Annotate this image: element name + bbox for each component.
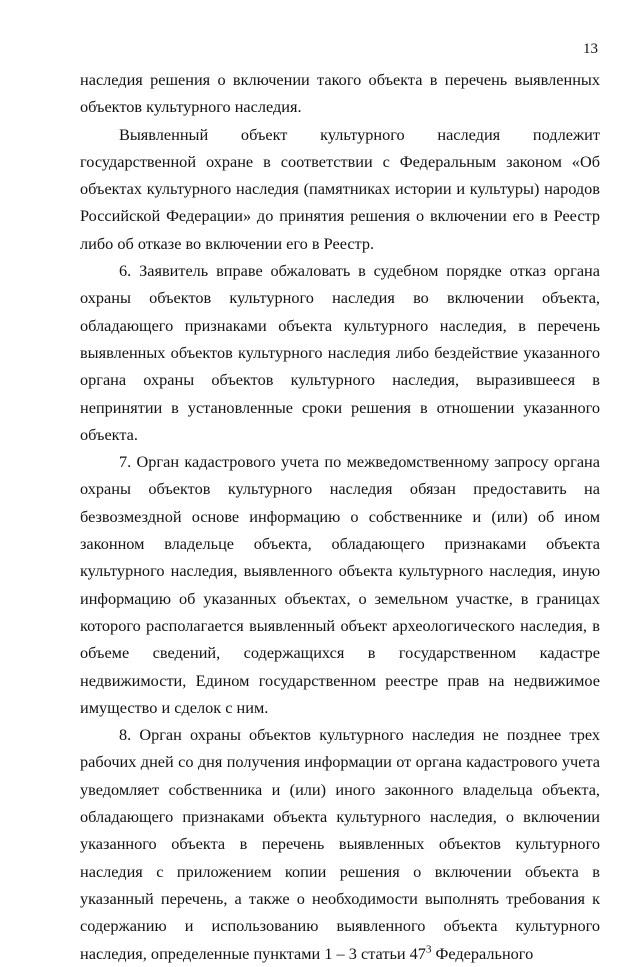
document-body bbox=[80, 66, 600, 967]
paragraph-protection: Выявленный объект культурного наследия подлежит государственной охране в соответствии с Федеральным законом «Об объектах культурного наследия (памятниках истории и культуры) народов Российской Федерации» до принятия решения о включении его в Реестр либо об отказе во включении его в Реестр. bbox=[80, 124, 600, 253]
paragraph-item-8 bbox=[80, 721, 600, 967]
paragraph-item-6: 6. Заявитель вправе обжаловать в судебном порядке отказ органа охраны объектов культурного наследия во включении объекта, обладающего признаками объекта культурного наследия, в перечень выявленных объектов культурного наследия либо бездействие указанного органа охраны объектов культурного наследия, выразившееся в непринятии в установленные сроки решения в отношении указанного объекта. bbox=[80, 261, 600, 444]
paragraph-item-7: 7. Орган кадастрового учета по межведомственному запросу органа охраны объектов культурного наследия обязан предоставить на безвозмездной основе информацию о собственнике и (или) об ином законном владельце объекта, обладающего признаками объекта культурного наследия, выявленного объекта культурного наследия, иную информацию об указанных объектах, о земельном участке, в границах которого располагается выявленный объект археологического наследия, в объеме сведений, содержащихся в государственном кадастре недвижимости, Едином государственном реестре прав на недвижимое имущество и сделок с ним. bbox=[80, 452, 600, 717]
paragraph-item-8-text: 8. Орган охраны объектов культурного наследия не позднее трех рабочих дней со дня получения информации от органа кадастрового учета уведомляет собственника и (или) иного законного владельца объекта, обладающего признаками объекта культурного наследия, о включении указанного объекта в перечень выявленных объектов культурного наследия с приложением копии решения о включении объекта в указанный перечень, а также о необходимости выполнять требования к содержанию и использованию выявленного объекта культурного наследия, определенные пунктами 1 – 3 статьи 47 bbox=[80, 725, 600, 963]
page-number: 13 bbox=[583, 41, 598, 57]
paragraph-item-8-tail: Федерального bbox=[431, 943, 534, 963]
article-superscript: 3 bbox=[425, 943, 432, 956]
paragraph-continuation: наследия решения о включении такого объекта в перечень выявленных объектов культурного наследия. bbox=[80, 70, 600, 117]
